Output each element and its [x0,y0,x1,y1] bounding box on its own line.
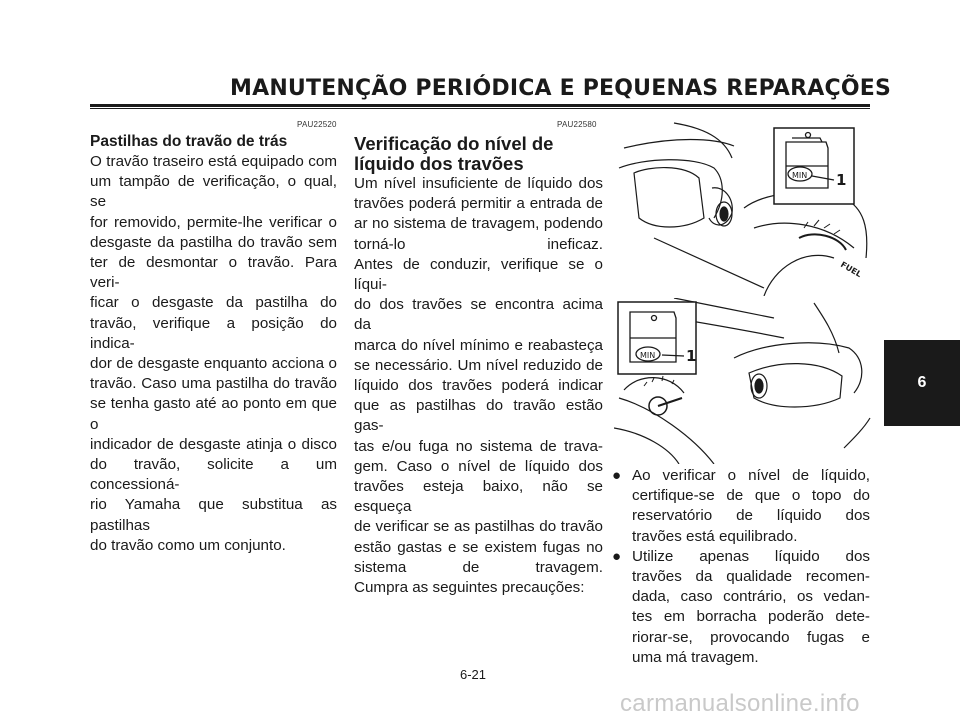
body-line: se necessário. Um nível reduzido de [354,356,603,374]
bullet-icon: ● [612,467,622,484]
left-column [90,132,337,556]
body-line: O travão traseiro está equipado com [90,153,337,170]
list-item-line: tes em borracha poderão dete- [632,608,870,626]
body-line: torná-lo ineficaz. [354,235,603,253]
list-item-line: reservatório de líquido dos [632,507,870,525]
list-item-line: Ao verificar o nível de líquido, [632,467,870,484]
section-heading: Pastilhas do travão de trás [90,133,288,150]
body-line: rio Yamaha que substitua as pastilhas [90,496,337,534]
watermark: carmanualsonline.info [620,690,860,717]
body-line: do travão como um conjunto. [90,536,286,554]
body-line: marca do nível mínimo e reabasteça [354,336,603,354]
body-line: ter de desmontar o travão. Para veri- [90,254,337,292]
chapter-number: 6 [917,374,927,391]
body-line: dor de desgaste enquanto acciona o [90,355,337,373]
reservoir-illustration-top [614,118,872,296]
body-line: de verificar se as pastilhas do travão [354,518,603,536]
body-line: for removido, permite-lhe verificar o [90,213,337,231]
body-line: travões poderá permitir a entrada de [354,195,603,213]
body-line: líquido dos travões poderá indicar [354,377,603,395]
body-line: travão, verifique a posição do indica- [90,314,337,352]
body-line: travões esteja baixo, não se esqueça [354,478,603,516]
body-line: Antes de conduzir, verifique se o líqui- [354,255,603,294]
body-line: Um nível insuficiente de líquido dos [354,175,603,192]
page-number: 6-21 [460,667,487,682]
list-item-line: Utilize apenas líquido dos [632,547,870,565]
reservoir-illustration-bottom [614,298,872,464]
body-line: Cumpra as seguintes precauções: [354,579,585,597]
section-heading-line: Verificação do nível de [354,133,554,154]
bullet-icon: ● [612,547,622,565]
section-code: PAU22520 [297,120,337,129]
chapter-tab [884,340,960,426]
list-item-line: dada, caso contrário, os vedan- [632,588,870,606]
precautions-list [612,466,870,668]
callout-number: 1 [686,347,697,365]
section-code: PAU22580 [557,120,597,129]
middle-column [354,133,603,598]
body-line: indicador de desgaste atinja o disco [90,435,337,453]
list-item-line: travões está equilibrado. [632,527,798,545]
body-line: do dos travões se encontra acima da [354,296,603,334]
body-line: um tampão de verificação, o qual, se [90,173,337,211]
list-item-line: certifique-se de que o topo do [632,487,870,505]
body-line: sistema de travagem. [354,558,603,576]
min-mark-label: MIN [792,171,808,180]
body-line: travão. Caso uma pastilha do travão [90,375,337,393]
body-line: do travão, solicite a um concessioná- [90,456,337,494]
list-item-line: riorar-se, provocando fugas e [632,628,870,646]
callout-number: 1 [836,171,847,189]
header-rule-thin [90,108,870,109]
body-line: gem. Caso o nível de líquido dos [354,457,603,475]
body-line: ficar o desgaste da pastilha do [90,294,337,312]
page-title: MANUTENÇÃO PERIÓDICA E PEQUENAS REPARAÇÕES [230,76,891,101]
list-item-line: travões da qualidade recomen- [632,568,870,586]
body-line: se tenha gasto até ao ponto em que o [90,395,337,433]
header-rule [90,104,870,107]
body-line: que as pastilhas do travão estão gas- [354,397,603,435]
body-line: desgaste da pastilha do travão sem [90,233,337,251]
section-heading-line: líquido dos travões [354,152,524,174]
body-line: tas e/ou fuga no sistema de trava- [354,437,603,455]
body-line: estão gastas e se existem fugas no [354,538,603,556]
fuel-gauge-label: FUEL [839,259,864,279]
list-item [612,466,870,547]
list-item-line: uma má travagem. [632,648,759,666]
list-item [612,547,870,668]
min-mark-label: MIN [640,351,656,360]
body-line: ar no sistema de travagem, podendo [354,215,603,233]
